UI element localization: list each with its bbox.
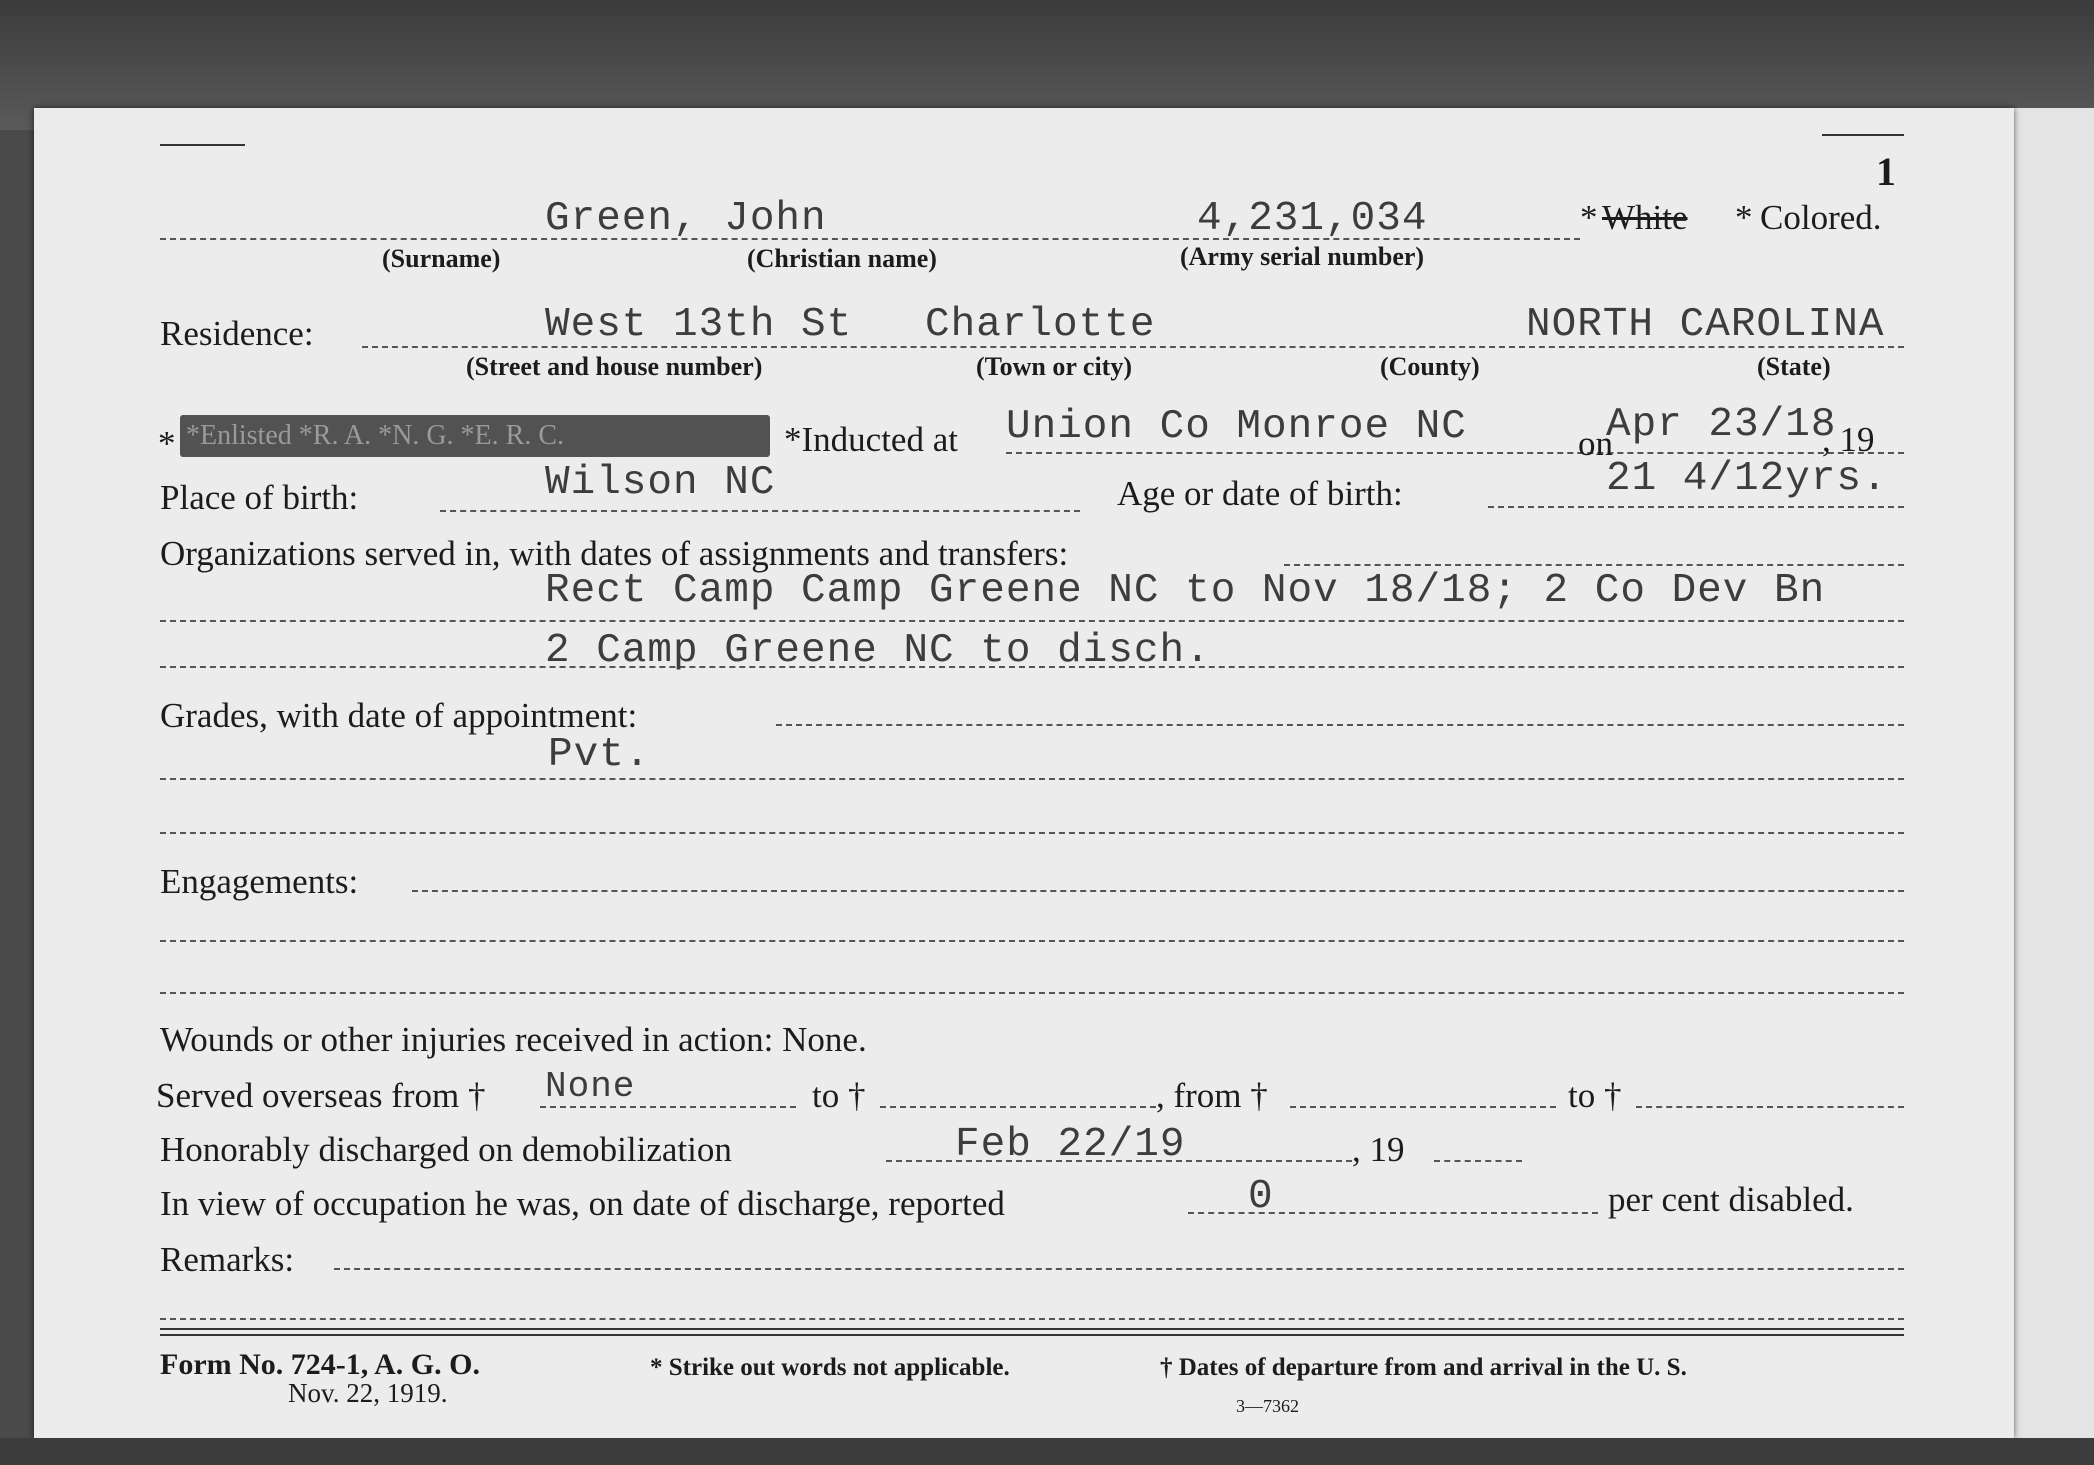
dates-note: † Dates of departure from and arrival in the U. S. xyxy=(1160,1354,1687,1381)
caption-army-serial: (Army serial number) xyxy=(1180,242,1425,271)
organizations-entry-1: Rect Camp Camp Greene NC to Nov 18/18; 2 Co Dev Bn xyxy=(545,568,1826,614)
inducted-year-prefix: , 19 xyxy=(1822,420,1875,459)
caption-christian-name: (Christian name) xyxy=(747,244,937,273)
overseas-to-line-2 xyxy=(1636,1106,1904,1108)
discharge-date: Feb 22/19 xyxy=(955,1122,1186,1168)
organizations-entry-2: 2 Camp Greene NC to disch. xyxy=(545,628,1211,674)
overseas-label: Served overseas from † xyxy=(156,1076,486,1115)
age-label: Age or date of birth: xyxy=(1117,474,1403,513)
overseas-to-line-1 xyxy=(880,1106,1156,1108)
inducted-on-label: on xyxy=(1578,424,1613,463)
caption-street: (Street and house number) xyxy=(466,352,763,381)
race-white-struck: White xyxy=(1602,198,1688,237)
overseas-from-line-2 xyxy=(1290,1106,1556,1108)
top-right-rule xyxy=(1822,134,1904,136)
overseas-to-label-1: to † xyxy=(812,1076,866,1115)
caption-county: (County) xyxy=(1380,352,1480,381)
engagements-line-0 xyxy=(412,890,1904,892)
caption-state: (State) xyxy=(1757,352,1831,381)
grades-line-1 xyxy=(160,778,1904,780)
overseas-to-label-2: to † xyxy=(1568,1076,1622,1115)
grades-label: Grades, with date of appointment: xyxy=(160,696,638,735)
residence-state: NORTH CAROLINA xyxy=(1526,302,1885,348)
race-asterisk-1: * xyxy=(1580,198,1598,237)
age-value: 21 4/12yrs. xyxy=(1606,456,1888,502)
top-left-rule xyxy=(160,144,245,146)
wounds-text: Wounds or other injuries received in action: None. xyxy=(160,1020,867,1059)
strike-note: * Strike out words not applicable. xyxy=(650,1354,1010,1381)
inducted-line xyxy=(1006,452,1904,454)
grade-value: Pvt. xyxy=(548,732,651,778)
birth-place-line xyxy=(440,510,1080,512)
disabled-label: In view of occupation he was, on date of discharge, reported xyxy=(160,1184,1005,1223)
remarks-label: Remarks: xyxy=(160,1240,295,1279)
engagements-label: Engagements: xyxy=(160,862,359,901)
organizations-label: Organizations served in, with dates of assignments and transfers: xyxy=(160,534,1069,573)
organizations-line-0 xyxy=(1284,564,1904,566)
grades-line-0 xyxy=(776,724,1904,726)
race-colored: Colored. xyxy=(1760,198,1882,237)
disabled-suffix: per cent disabled. xyxy=(1608,1180,1854,1219)
remarks-line-1 xyxy=(160,1318,1904,1320)
surname-given-name: Green, John xyxy=(545,196,827,242)
discharge-label: Honorably discharged on demobilization xyxy=(160,1130,732,1169)
inducted-date: Apr 23/18 xyxy=(1606,402,1837,448)
residence-town: Charlotte xyxy=(925,302,1156,348)
birth-place-label: Place of birth: xyxy=(160,478,359,517)
residence-label: Residence: xyxy=(160,314,314,353)
birth-place: Wilson NC xyxy=(545,460,776,506)
scanner-bottom-edge xyxy=(0,1438,2094,1465)
race-asterisk-2: * xyxy=(1735,198,1753,237)
organizations-line-1 xyxy=(160,620,1904,622)
caption-town: (Town or city) xyxy=(976,352,1132,381)
discharge-year-line xyxy=(1434,1160,1522,1162)
overseas-value: None xyxy=(545,1066,636,1107)
card-number: 1 xyxy=(1876,149,1896,194)
army-serial-number: 4,231,034 xyxy=(1197,196,1428,242)
remarks-line-0 xyxy=(334,1268,1904,1270)
form-number: Form No. 724-1, A. G. O. xyxy=(160,1348,480,1381)
engagements-line-1 xyxy=(160,940,1904,942)
disabled-value: 0 xyxy=(1248,1174,1274,1220)
footer-double-rule-bottom xyxy=(160,1334,1904,1336)
form-date: Nov. 22, 1919. xyxy=(288,1378,448,1408)
discharge-year: , 19 xyxy=(1352,1130,1405,1169)
grades-line-2 xyxy=(160,832,1904,834)
engagements-line-2 xyxy=(160,992,1904,994)
age-line xyxy=(1488,506,1904,508)
residence-street: West 13th St xyxy=(545,302,853,348)
adjacent-card-edge xyxy=(2014,108,2094,1465)
inducted-label: *Inducted at xyxy=(784,420,958,459)
enlisted-options-struck: *Enlisted *R. A. *N. G. *E. R. C. xyxy=(186,420,565,451)
print-code: 3—7362 xyxy=(1236,1396,1299,1416)
inducted-place: Union Co Monroe NC xyxy=(1006,404,1467,450)
enlisted-asterisk: * xyxy=(158,424,176,463)
overseas-from-label: , from † xyxy=(1156,1076,1268,1115)
caption-surname: (Surname) xyxy=(382,244,501,273)
footer-double-rule-top xyxy=(160,1328,1904,1330)
